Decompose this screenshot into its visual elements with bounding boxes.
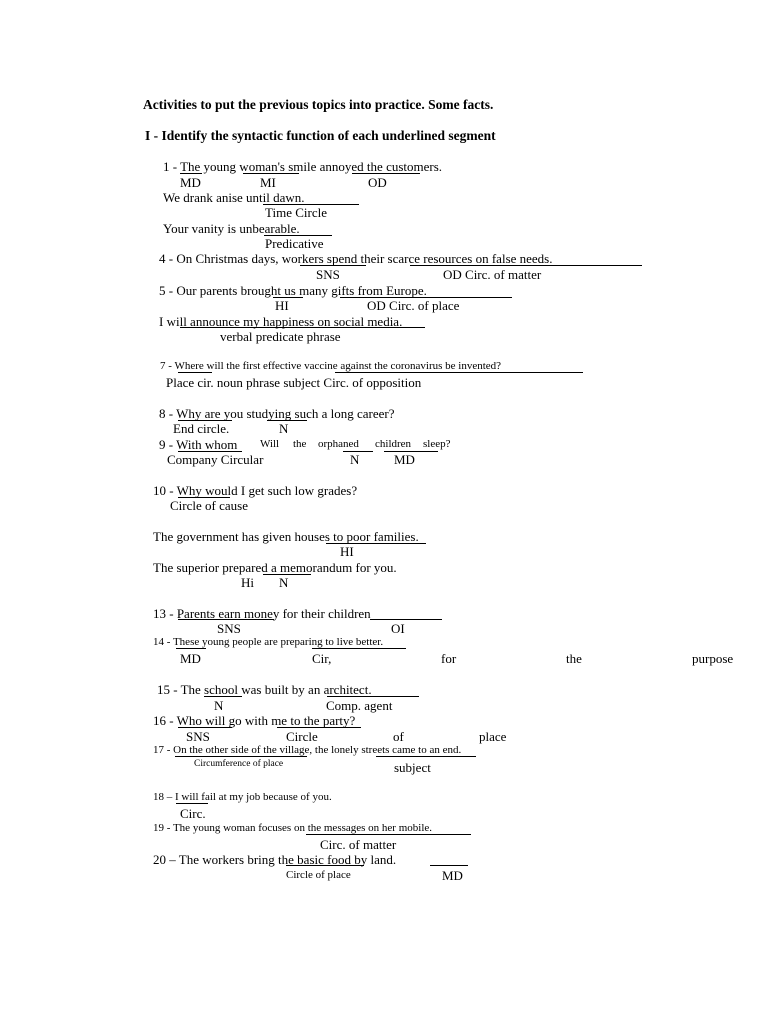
sentence-9-part: children	[375, 438, 412, 450]
label-13-sns: SNS	[217, 621, 241, 636]
label-6: verbal predicate phrase	[220, 329, 341, 344]
label-1-od: OD	[368, 175, 387, 190]
exercise-instruction: I - Identify the syntactic function of each underlined segment	[145, 128, 496, 143]
underline	[176, 803, 208, 804]
underline	[306, 834, 471, 835]
label-1-mi: MI	[260, 175, 276, 190]
underline	[430, 865, 468, 866]
sentence-1: 1 - The young woman's smile annoyed the customers.	[163, 159, 443, 174]
underline	[352, 173, 420, 174]
label-15-agent: Comp. agent	[326, 698, 393, 713]
underline	[175, 756, 307, 757]
underline	[178, 727, 232, 728]
underline	[312, 648, 406, 649]
label-20-circ: Circle of place	[286, 869, 351, 881]
label-17-subject: subject	[394, 760, 431, 775]
label-10: Circle of cause	[170, 498, 248, 513]
label-8-n: N	[279, 421, 289, 436]
sentence-9-part: orphaned	[318, 438, 359, 450]
sentence-2: We drank anise until dawn.	[163, 190, 305, 205]
label-11: HI	[340, 544, 354, 559]
label-17-circ: Circumference of place	[194, 759, 284, 769]
label-19: Circ. of matter	[320, 837, 397, 852]
underline	[176, 648, 206, 649]
label-4-sns: SNS	[316, 267, 340, 282]
label-16-sns: SNS	[186, 729, 210, 744]
underline	[204, 696, 242, 697]
sentence-14: 14 - These young people are preparing to live better.	[153, 636, 384, 648]
underline	[178, 619, 274, 620]
underline	[286, 865, 364, 866]
sentence-11: The government has given houses to poor families.	[153, 529, 419, 544]
label-16-word: Circle	[286, 729, 318, 744]
underline	[410, 265, 642, 266]
label-14-word: the	[566, 651, 582, 666]
label-14-word: for	[441, 651, 457, 666]
sentence-13: 13 - Parents earn money for their children	[153, 606, 371, 621]
label-4-od: OD Circ. of matter	[443, 267, 542, 282]
underline	[370, 619, 442, 620]
label-14-md: MD	[180, 651, 201, 666]
sentence-9-part: Will	[260, 438, 280, 450]
underline	[300, 265, 366, 266]
sentence-12: The superior prepared a memorandum for you.	[153, 560, 397, 575]
sentence-5: 5 - Our parents brought us many gifts from Europe.	[159, 283, 427, 298]
label-9-md: MD	[394, 452, 415, 467]
sentence-6: I will announce my happiness on social media.	[159, 314, 403, 329]
sentence-9-part: 9 - With whom	[159, 437, 238, 452]
underline	[180, 173, 202, 174]
underline	[376, 756, 476, 757]
sentence-10: 10 - Why would I get such low grades?	[153, 483, 358, 498]
label-14-word: purpose	[692, 651, 734, 666]
sentence-16: 16 - Who will go with me to the party?	[153, 713, 356, 728]
label-7: Place cir. noun phrase subject Circ. of opposition	[166, 375, 422, 390]
label-14-word: Cir,	[312, 651, 332, 666]
sentence-3: Your vanity is unbearable.	[163, 221, 300, 236]
label-9-company: Company Circular	[167, 452, 264, 467]
sentence-18: 18 – I will fail at my job because of you.	[153, 791, 332, 803]
label-15-n: N	[214, 698, 224, 713]
sentence-15: 15 - The school was built by an architect.	[157, 682, 372, 697]
underline	[178, 372, 212, 373]
label-13-oi: OI	[391, 621, 405, 636]
label-5-od: OD Circ. of place	[367, 298, 460, 313]
underline	[277, 727, 361, 728]
label-8-end: End circle.	[173, 421, 230, 436]
underline	[180, 327, 425, 328]
label-1-md: MD	[180, 175, 201, 190]
sentence-17: 17 - On the other side of the village, the lonely streets came to an end.	[153, 744, 462, 756]
label-16-word: of	[393, 729, 404, 744]
document-title: Activities to put the previous topics into practice. Some facts.	[143, 97, 494, 112]
sentence-9-part: the	[293, 438, 307, 450]
label-12-hi: Hi	[241, 575, 254, 590]
label-2: Time Circle	[265, 205, 327, 220]
label-16-word: place	[479, 729, 507, 744]
sentence-20: 20 – The workers bring the basic food by land.	[153, 852, 397, 867]
label-5-hi: HI	[275, 298, 289, 313]
sentence-8: 8 - Why are you studying such a long career?	[159, 406, 395, 421]
sentence-4: 4 - On Christmas days, workers spend their scarce resources on false needs.	[159, 251, 553, 266]
underline	[327, 696, 419, 697]
sentence-9-part: sleep?	[423, 438, 451, 450]
label-3: Predicative	[265, 236, 324, 251]
label-9-n: N	[350, 452, 360, 467]
label-12-n: N	[279, 575, 289, 590]
underline	[335, 372, 583, 373]
sentence-19: 19 - The young woman focuses on the messages on her mobile.	[153, 822, 433, 834]
label-20-md: MD	[442, 868, 463, 883]
underline	[243, 173, 299, 174]
label-18: Circ.	[180, 806, 206, 821]
sentence-7: 7 - Where will the first effective vaccine against the coronavirus be invented?	[160, 360, 502, 372]
